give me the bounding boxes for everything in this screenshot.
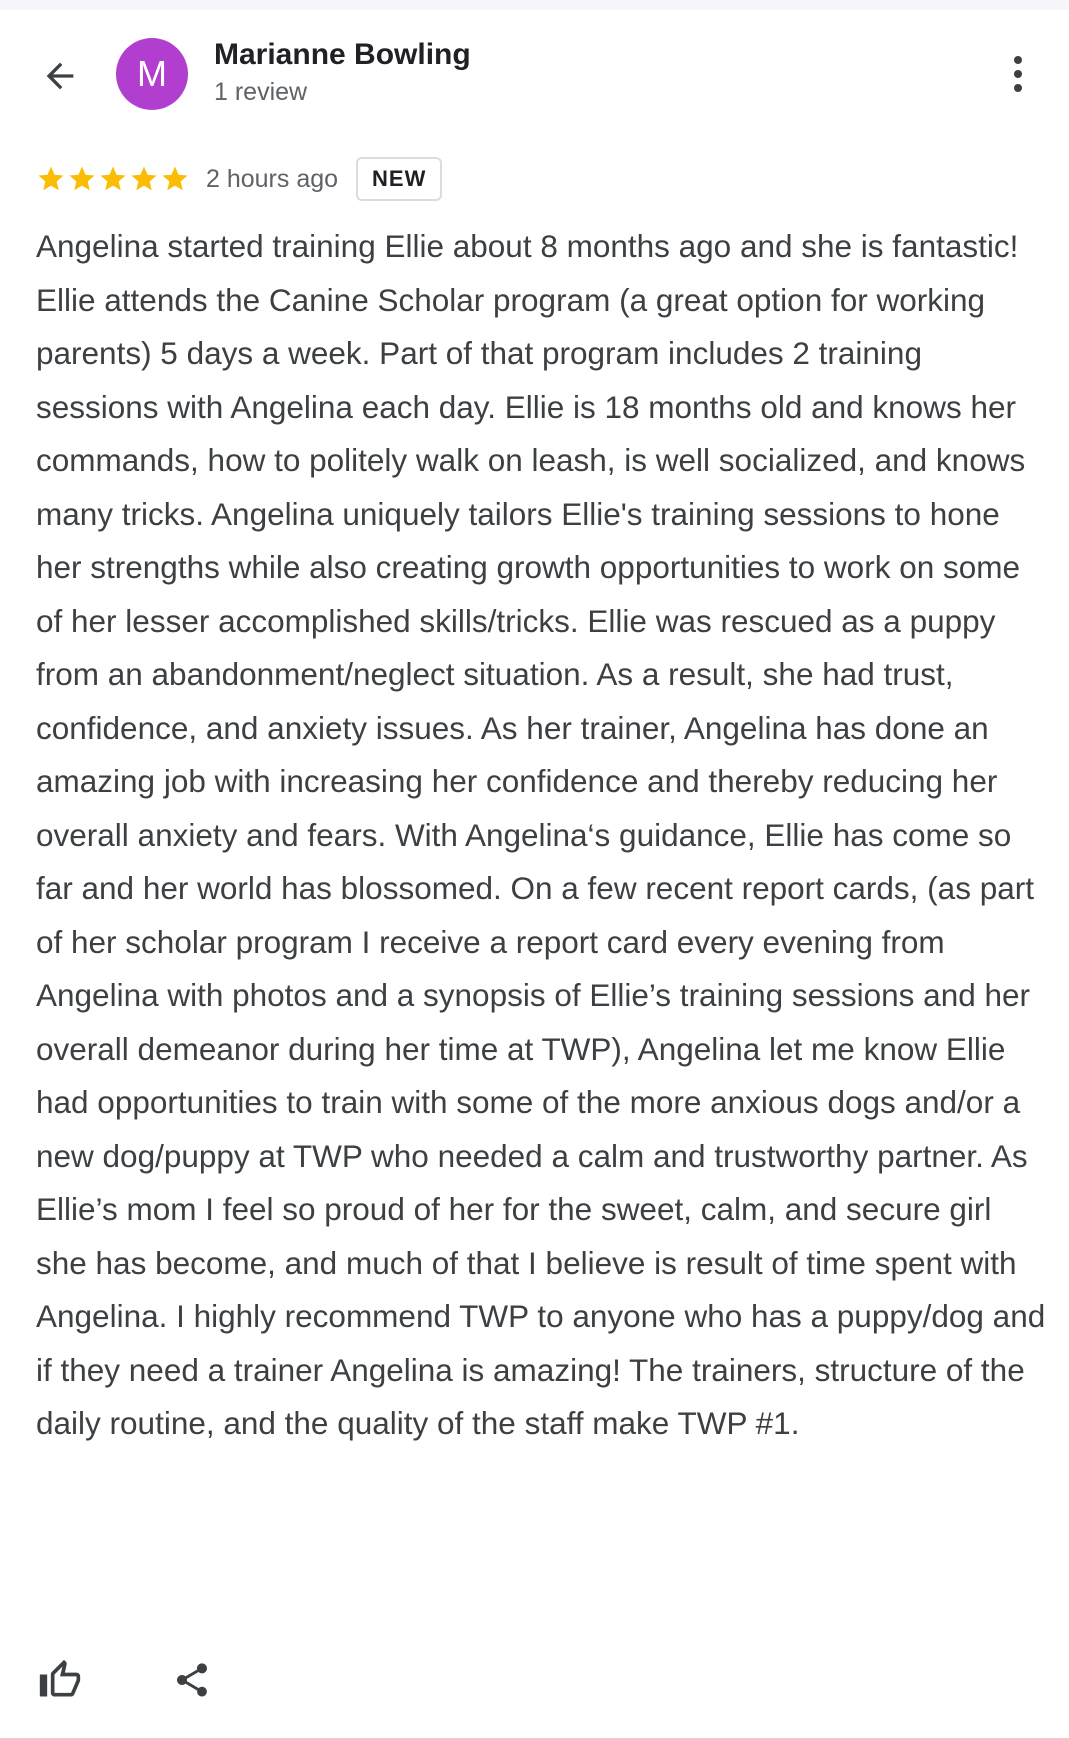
star-icon — [129, 164, 159, 194]
review-text: Angelina started training Ellie about 8 months ago and she is fantastic! Ellie attends the Canine Scholar program (a great option for working parents) 5 days a week. Part of that program includes 2 training sessions with Angelina each day. Ellie is 18 months old and knows her commands, how to politely walk on leash, is well socialized, and knows many tricks. Angelina uniquely tailors Ellie's training sessions to hone her strengths while also creating growth opportunities to work on some of her lesser accomplished skills/tricks. Ellie was rescued as a puppy from an abandonment/neglect situation. As a result, she had trust, confidence, and anxiety issues. As her trainer, Angelina has done an amazing job with increasing her confidence and thereby reducing her overall anxiety and fears. With Angelina‘s guidance, Ellie has come so far and her world has blossomed. On a few recent report cards, (as part of her scholar program I receive a report card every evening from Angelina with photos and a synopsis of Ellie’s training sessions and her overall demeanor during her time at TWP), Angelina let me know Ellie had opportunities to train with some of the more anxious dogs and/or a new dog/puppy at TWP who needed a calm and trustworthy partner. As Ellie’s mom I feel so proud of her for the sweet, calm, and secure girl she has become, and much of that I believe is result of time spent with Angelina. I highly recommend TWP to anyone who has a puppy/dog and if they need a trainer Angelina is amazing! The trainers, structure of the daily routine, and the quality of the staff make TWP #1. — [36, 228, 1046, 1441]
star-icon — [98, 164, 128, 194]
star-icon — [67, 164, 97, 194]
avatar[interactable] — [116, 38, 188, 110]
more-options-button[interactable] — [998, 50, 1038, 98]
more-vert-icon — [1011, 54, 1025, 94]
back-button[interactable] — [36, 52, 84, 100]
share-icon — [172, 1660, 212, 1700]
thumb-up-icon — [38, 1658, 82, 1702]
like-button[interactable] — [36, 1656, 84, 1704]
arrow-left-icon — [40, 56, 80, 96]
status-bar-strip — [0, 0, 1069, 10]
reviewer-review-count: 1 review — [214, 78, 308, 106]
review-meta — [36, 155, 442, 203]
new-badge: NEW — [356, 157, 442, 201]
star-icon — [160, 164, 190, 194]
review-actions — [36, 1652, 216, 1708]
star-rating — [36, 164, 190, 194]
review-time: 2 hours ago — [206, 164, 339, 193]
avatar-initial: M — [137, 53, 167, 94]
share-button[interactable] — [168, 1656, 216, 1704]
star-icon — [36, 164, 66, 194]
reviewer-name[interactable]: Marianne Bowling — [214, 38, 471, 71]
review-header — [0, 30, 1069, 120]
